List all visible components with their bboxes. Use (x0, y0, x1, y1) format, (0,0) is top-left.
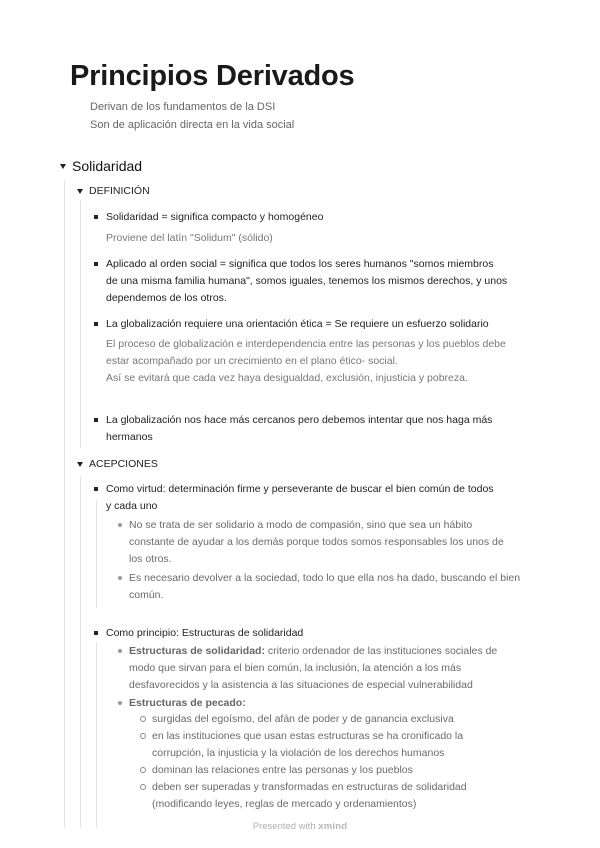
acepciones-heading[interactable]: ACEPCIONES (89, 458, 158, 470)
list-item-line: Aplicado al orden social = significa que todos los seres humanos "somos miembros (106, 258, 494, 270)
sub-sub-item-line: (modificando leyes, reglas de mercado y ordenamientos) (152, 798, 417, 810)
sub-item-line (129, 695, 246, 712)
item-note-line: estar acompañado por un crecimiento en el plano ético- social. (106, 355, 398, 367)
sub-sub-item-line: surgidas del egoísmo, del afán de poder y de ganancia exclusiva (152, 713, 454, 725)
page-title: Principios Derivados (70, 60, 355, 92)
ring-bullet-icon (140, 716, 146, 722)
estructuras-solidaridad-label: Estructuras de solidaridad: (129, 645, 265, 657)
list-item: Como principio: Estructuras de solidaridad (106, 627, 304, 639)
list-item-line: y cada uno (106, 500, 158, 512)
item-note-line: Así se evitará que cada vez haya desigualdad, exclusión, injusticia y pobreza. (106, 372, 468, 384)
sub-bullet-icon (118, 576, 122, 580)
sub-bullet-icon (118, 649, 122, 653)
item-note-line: El proceso de globalización e interdependencia entre las personas y los pueblos debe (106, 338, 506, 350)
bullet-icon (94, 322, 98, 326)
list-item-line: La globalización nos hace más cercanos pero debemos intentar que nos haga más (106, 414, 493, 426)
tree-guide-line (96, 642, 97, 828)
collapse-caret-icon[interactable] (77, 462, 83, 467)
bullet-icon (94, 631, 98, 635)
list-item: Solidaridad = significa compacto y homogéneo (106, 211, 324, 223)
estructuras-solidaridad-text: criterio ordenador de las instituciones sociales de (264, 645, 498, 657)
subtitle-line-1: Derivan de los fundamentos de la DSI (90, 101, 276, 113)
list-item-line: Como virtud: determinación firme y perseverante de buscar el bien común de todos (106, 483, 494, 495)
definicion-heading[interactable]: DEFINICIÓN (89, 185, 150, 197)
list-item-line: de una misma familia humana", somos iguales, tenemos los mismos derechos, y unos (106, 275, 508, 287)
sub-bullet-icon (118, 523, 122, 527)
estructuras-pecado-label: Estructuras de pecado: (129, 697, 246, 709)
list-item: La globalización requiere una orientación ética = Se requiere un esfuerzo solidario (106, 318, 489, 330)
sub-item-line: modo que sirvan para el bien común, la inclusión, la atención a los más (129, 662, 462, 674)
sub-sub-item-line: deben ser superadas y transformadas en estructuras de solidaridad (152, 781, 467, 793)
footer-watermark (0, 821, 600, 832)
subtitle-line-2: Son de aplicación directa en la vida social (90, 119, 295, 131)
tree-guide-line (64, 180, 65, 828)
sub-sub-item-line: dominan las relaciones entre las personas y los pueblos (152, 764, 413, 776)
sub-bullet-icon (118, 701, 122, 705)
sub-item-line: desfavorecidos y la asistencia a las situaciones de especial vulnerabilidad (129, 679, 473, 691)
ring-bullet-icon (140, 784, 146, 790)
sub-item-line (129, 643, 497, 660)
xmind-logo: xmind (318, 821, 348, 832)
collapse-caret-icon[interactable] (77, 189, 83, 194)
ring-bullet-icon (140, 733, 146, 739)
sub-item-line: Es necesario devolver a la sociedad, todo lo que ella nos ha dado, buscando el bien (129, 572, 521, 584)
tree-guide-line (80, 476, 81, 828)
sub-item-line: constante de ayudar a los demás porque todos somos responsables los unos de (129, 536, 504, 548)
tree-guide-line (96, 500, 97, 608)
sub-sub-item-line: en las instituciones que usan estas estructuras se ha cronificado la (152, 730, 464, 742)
bullet-icon (94, 418, 98, 422)
ring-bullet-icon (140, 767, 146, 773)
item-note: Proviene del latín "Solidum" (sólido) (106, 232, 273, 244)
bullet-icon (94, 262, 98, 266)
sub-item-line: los otros. (129, 553, 172, 565)
list-item-line: dependemos de los otros. (106, 292, 227, 304)
collapse-caret-icon[interactable] (60, 164, 66, 169)
bullet-icon (94, 487, 98, 491)
tree-guide-line (80, 200, 81, 448)
section-title-solidaridad[interactable]: Solidaridad (72, 158, 143, 174)
bullet-icon (94, 215, 98, 219)
sub-sub-item-line: corrupción, la injusticia y la violación de los derechos humanos (152, 747, 445, 759)
footer-prefix: Presented with (252, 821, 316, 832)
sub-item-line: No se trata de ser solidario a modo de compasión, sino que sea un hábito (129, 519, 473, 531)
sub-item-line: común. (129, 589, 164, 601)
list-item-line: hermanos (106, 431, 153, 443)
